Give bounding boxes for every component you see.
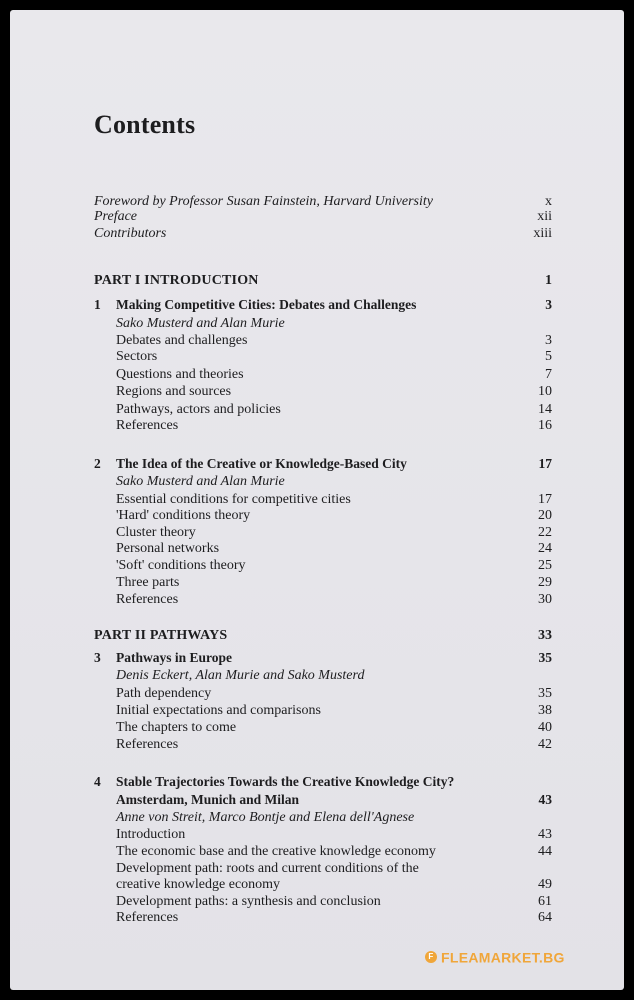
toc-section: References 64 bbox=[116, 910, 552, 925]
watermark bbox=[425, 948, 565, 965]
toc-front-matter-preface bbox=[94, 208, 552, 225]
toc-section: Questions and theories 7 bbox=[116, 367, 552, 382]
toc-section: Personal networks 24 bbox=[116, 541, 552, 556]
chapter-number: 2 bbox=[94, 456, 101, 471]
chapter-number: 3 bbox=[94, 650, 101, 665]
toc-front-matter-contributors bbox=[94, 225, 552, 242]
part-label: PART I INTRODUCTION bbox=[94, 273, 259, 288]
toc-section: Pathways, actors and policies 14 bbox=[116, 402, 552, 417]
part-label: PART II PATHWAYS bbox=[94, 628, 228, 643]
chapter-authors: Sako Musterd and Alan Murie bbox=[116, 474, 285, 489]
toc-section: Regions and sources 10 bbox=[116, 384, 552, 399]
toc-section: References 16 bbox=[116, 418, 552, 433]
toc-section: Debates and challenges 3 bbox=[116, 333, 552, 348]
entry-page: xiii bbox=[533, 226, 552, 241]
toc-chapter-1 bbox=[94, 296, 552, 313]
chapter-title: Pathways in Europe bbox=[116, 650, 233, 665]
chapter-page: 17 bbox=[538, 456, 552, 471]
toc-section: 'Soft' conditions theory 25 bbox=[116, 558, 552, 573]
toc-part-1 bbox=[94, 272, 552, 289]
toc-section: Initial expectations and comparisons 38 bbox=[116, 703, 552, 718]
toc-section: Cluster theory 22 bbox=[116, 525, 552, 540]
entry-title: Foreword by Professor Susan Fainstein, Harvard University bbox=[94, 194, 433, 209]
toc-chapter-4 bbox=[94, 773, 552, 790]
watermark-text: FLEAMARKET.BG bbox=[441, 949, 565, 966]
toc-section: 'Hard' conditions theory 20 bbox=[116, 508, 552, 523]
chapter-page: 3 bbox=[545, 297, 552, 312]
toc-section: Path dependency 35 bbox=[116, 686, 552, 701]
chapter-title-line-2: Amsterdam, Munich and Milan bbox=[116, 792, 300, 807]
entry-title: Contributors bbox=[94, 226, 167, 241]
toc-section-line-2: creative knowledge economy 49 bbox=[116, 877, 552, 892]
chapter-page: 43 bbox=[538, 792, 552, 807]
entry-page: xii bbox=[537, 209, 552, 224]
chapter-title-line-1: Stable Trajectories Towards the Creative Knowledge City? bbox=[116, 774, 455, 789]
chapter-page: 35 bbox=[538, 650, 552, 665]
chapter-authors: Sako Musterd and Alan Murie bbox=[116, 316, 285, 331]
chapter-number: 1 bbox=[94, 297, 101, 312]
toc-section: Sectors 5 bbox=[116, 349, 552, 364]
chapter-authors: Anne von Streit, Marco Bontje and Elena dell'Agnese bbox=[116, 810, 415, 825]
toc-section: References 30 bbox=[116, 592, 552, 607]
entry-title: Preface bbox=[94, 209, 138, 224]
chapter-title: The Idea of the Creative or Knowledge-Based City bbox=[116, 456, 407, 471]
toc-section: The chapters to come 40 bbox=[116, 720, 552, 735]
part-page: 33 bbox=[538, 628, 552, 643]
book-page bbox=[10, 10, 624, 990]
fleamarket-logo-icon: F bbox=[425, 951, 437, 963]
toc-part-2 bbox=[94, 627, 552, 644]
toc-section: Three parts 29 bbox=[116, 575, 552, 590]
part-page: 1 bbox=[545, 273, 552, 288]
toc-section: The economic base and the creative knowledge economy 44 bbox=[116, 844, 552, 859]
toc-section-line-1: Development path: roots and current conditions of the bbox=[116, 861, 419, 876]
chapter-authors: Denis Eckert, Alan Murie and Sako Musterd bbox=[116, 668, 365, 683]
entry-page: x bbox=[545, 194, 552, 209]
toc-chapter-4-line-2 bbox=[94, 791, 552, 808]
toc-section: Essential conditions for competitive cities 17 bbox=[116, 492, 552, 507]
page-title: Contents bbox=[94, 110, 196, 139]
chapter-title: Making Competitive Cities: Debates and Challenges bbox=[116, 297, 417, 312]
chapter-number: 4 bbox=[94, 774, 101, 789]
toc-chapter-3 bbox=[94, 649, 552, 666]
toc-section: Development paths: a synthesis and conclusion 61 bbox=[116, 894, 552, 909]
toc-chapter-2 bbox=[94, 455, 552, 472]
toc-section: References 42 bbox=[116, 737, 552, 752]
toc-section: Introduction 43 bbox=[116, 827, 552, 842]
